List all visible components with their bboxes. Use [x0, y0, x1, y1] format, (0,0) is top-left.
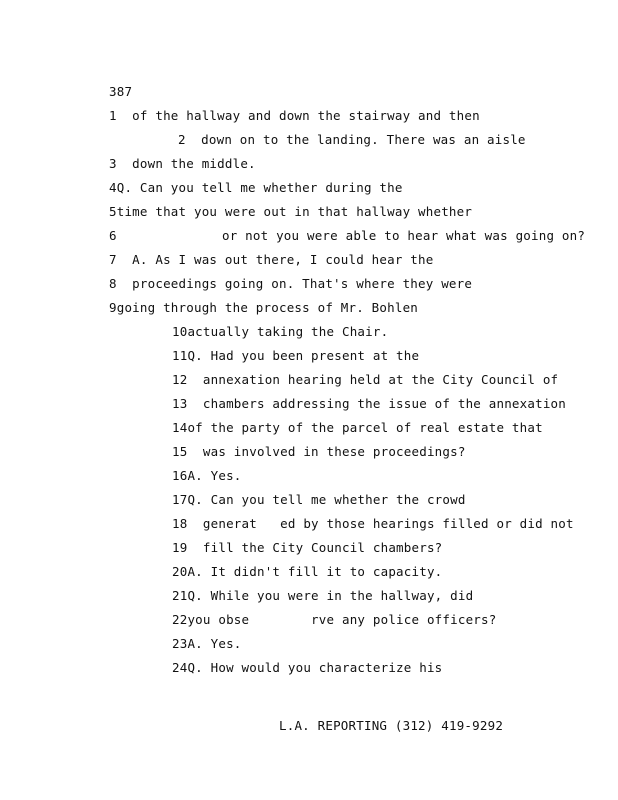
transcript-line-3: 3 down the middle.	[109, 156, 256, 171]
transcript-line-8: 8 proceedings going on. That's where they were	[109, 276, 473, 291]
transcript-line-13: 13 chambers addressing the issue of the annexation	[172, 396, 567, 411]
transcript-line-5: 5time that you were out in that hallway whether	[109, 204, 473, 219]
transcript-line-11: 11Q. Had you been present at the	[172, 348, 420, 363]
transcript-line-1: 1 of the hallway and down the stairway and then	[109, 108, 480, 123]
transcript-line-20: 20A. It didn't fill it to capacity.	[172, 564, 443, 579]
transcript-line-23: 23A. Yes.	[172, 636, 242, 651]
transcript-line-4: 4Q. Can you tell me whether during the	[109, 180, 403, 195]
transcript-line-9: 9going through the process of Mr. Bohlen	[109, 300, 419, 315]
transcript-line-19: 19 fill the City Council chambers?	[172, 540, 443, 555]
transcript-line-15: 15 was involved in these proceedings?	[172, 444, 466, 459]
transcript-line-2: 2 down on to the landing. There was an aisle	[178, 132, 526, 147]
page-number: 387	[109, 84, 133, 99]
transcript-line-24: 24Q. How would you characterize his	[172, 660, 443, 675]
transcript-line-18: 18 generat ed by those hearings filled or did not	[172, 516, 574, 531]
transcript-line-12: 12 annexation hearing held at the City Council of	[172, 372, 559, 387]
transcript-line-17: 17Q. Can you tell me whether the crowd	[172, 492, 466, 507]
transcript-line-14: 14of the party of the parcel of real estate that	[172, 420, 543, 435]
transcript-line-21: 21Q. While you were in the hallway, did	[172, 588, 474, 603]
transcript-line-22: 22you obse rve any police officers?	[172, 612, 497, 627]
transcript-line-16: 16A. Yes.	[172, 468, 242, 483]
transcript-line-10: 10actually taking the Chair.	[172, 324, 389, 339]
transcript-line-6-text: or not you were able to hear what was going on?	[222, 228, 586, 243]
transcript-line-6-number: 6	[109, 228, 117, 243]
transcript-line-7: 7 A. As I was out there, I could hear the	[109, 252, 434, 267]
reporter-footer: L.A. REPORTING (312) 419-9292	[279, 718, 504, 733]
